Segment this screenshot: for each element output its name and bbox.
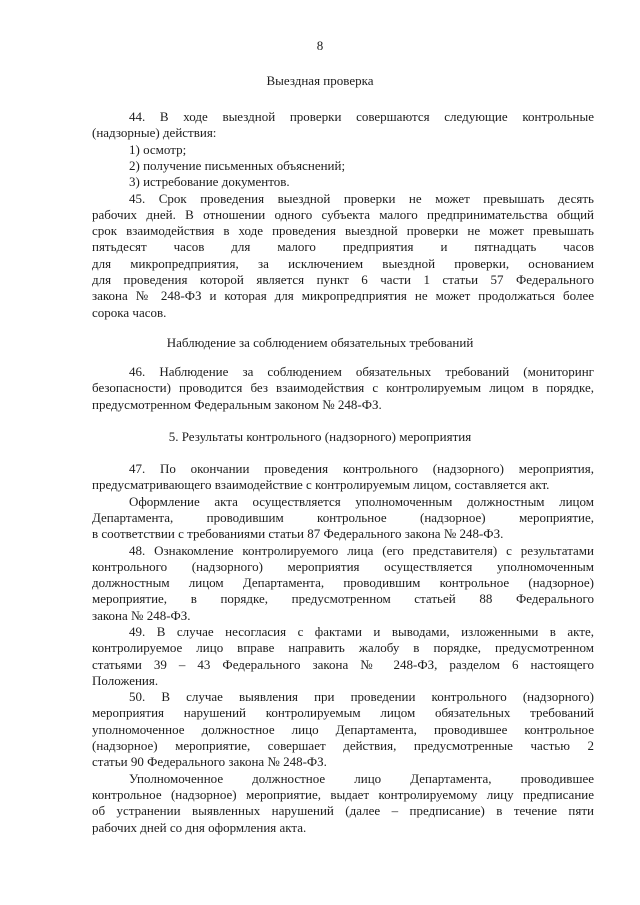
- text-line: 44. В ходе выездной проверки совершаются следующие контрольные: [129, 109, 594, 124]
- text-line: должностным лицом Департамента, проводившим контрольное (надзорное): [92, 575, 594, 591]
- text-line: Департамента, проводившим контрольное (надзорное) мероприятие,: [92, 509, 594, 525]
- paragraph: [92, 494, 594, 543]
- paragraph: [92, 109, 594, 142]
- section-heading: Выездная проверка: [266, 73, 374, 88]
- text-line: статьи 90 Федерального закона № 248-ФЗ.: [92, 754, 327, 770]
- text-line: рабочих дней со дня оформления акта.: [92, 819, 307, 835]
- text-line: Уполномоченное должностное лицо Департамента, проводившее: [129, 770, 594, 786]
- paragraph: [92, 461, 594, 494]
- paragraph: [92, 624, 594, 689]
- text-line: Оформление акта осуществляется уполномоченным должностным лицом: [129, 493, 594, 509]
- text-line: 49. В случае несогласия с фактами и выводами, изложенными в акте,: [129, 624, 594, 639]
- text-line: об устранении выявленных нарушений (далее – предписание) в течение пяти: [92, 803, 594, 819]
- text-line: безопасности) проводится без взаимодействия с контролируемым лицом в порядке,: [92, 380, 594, 396]
- text-line: рабочих дней. В отношении одного субъекта малого предпринимательства общий: [92, 206, 594, 222]
- list-item: [92, 174, 594, 190]
- text-line: (надзорное) мероприятие, совершает действия, предусмотренные частью 2: [92, 738, 594, 754]
- text-line: предусматривающего взаимодействие с контролируемым лицом, составляется акт.: [92, 477, 550, 493]
- paragraph: [92, 771, 594, 836]
- text-line: закона № 248-ФЗ.: [92, 607, 191, 623]
- text-line: для микропредприятия, за исключением выездной проверки, основанием: [92, 255, 594, 271]
- text-line: предусмотренном Федеральным законом № 248-ФЗ.: [92, 396, 382, 412]
- text-line: статьями 39 – 43 Федерального закона № 248-ФЗ, разделом 6 настоящего: [92, 656, 594, 672]
- text-line: 3) истребование документов.: [129, 174, 290, 190]
- paragraph: [92, 689, 594, 770]
- text-line: закона № 248-ФЗ и которая для микропредприятия не может продолжаться более: [92, 288, 594, 304]
- text-line: 2) получение письменных объяснений;: [129, 157, 346, 173]
- text-line: контрольное (надзорное) мероприятие, выдает контролируемому лицу предписание: [92, 786, 594, 802]
- text-line: Положения.: [92, 672, 159, 688]
- text-line: 50. В случае выявления при проведении контрольного (надзорного): [129, 689, 594, 705]
- text-line: (надзорные) действия:: [92, 125, 217, 141]
- paragraph: [92, 364, 594, 413]
- text-line: сорока часов.: [92, 304, 167, 320]
- list-item: [92, 142, 594, 158]
- section-heading: Наблюдение за соблюдением обязательных требований: [166, 335, 474, 350]
- text-line: 45. Срок проведения выездной проверки не может превышать десять: [129, 190, 594, 206]
- list-item: [92, 158, 594, 174]
- text-line: уполномоченное должностное лицо Департамента, проводившее контрольное: [92, 721, 594, 737]
- paragraph: [92, 191, 594, 321]
- text-line: мероприятие, в порядке, предусмотренном статьей 88 Федерального: [92, 591, 594, 607]
- text-line: срок взаимодействия в ходе проведения выездной проверки не может превышать: [92, 223, 594, 239]
- text-line: контролируемое лицо вправе направить жалобу в порядке, предусмотренном: [92, 640, 594, 656]
- section-heading: 5. Результаты контрольного (надзорного) мероприятия: [168, 429, 472, 444]
- text-line: 48. Ознакомление контролируемого лица (его представителя) с результатами: [129, 542, 594, 558]
- text-line: мероприятия нарушений контролируемым лицом обязательных требований: [92, 705, 594, 721]
- text-line: 46. Наблюдение за соблюдением обязательных требований (мониторинг: [129, 364, 594, 379]
- text-line: для проведения которой является пункт 6 части 1 статьи 57 Федерального: [92, 271, 594, 287]
- text-line: 1) осмотр;: [129, 141, 187, 157]
- paragraph: [92, 543, 594, 624]
- page-number: 8: [316, 38, 324, 53]
- text-line: в соответствии с требованиями статьи 87 Федерального закона № 248-ФЗ.: [92, 526, 504, 542]
- text-line: 47. По окончании проведения контрольного (надзорного) мероприятия,: [129, 461, 594, 476]
- text-line: контрольного (надзорного) мероприятия осуществляется уполномоченным: [92, 558, 594, 574]
- text-line: пятьдесят часов для малого предприятия и пятнадцать часов: [92, 239, 594, 255]
